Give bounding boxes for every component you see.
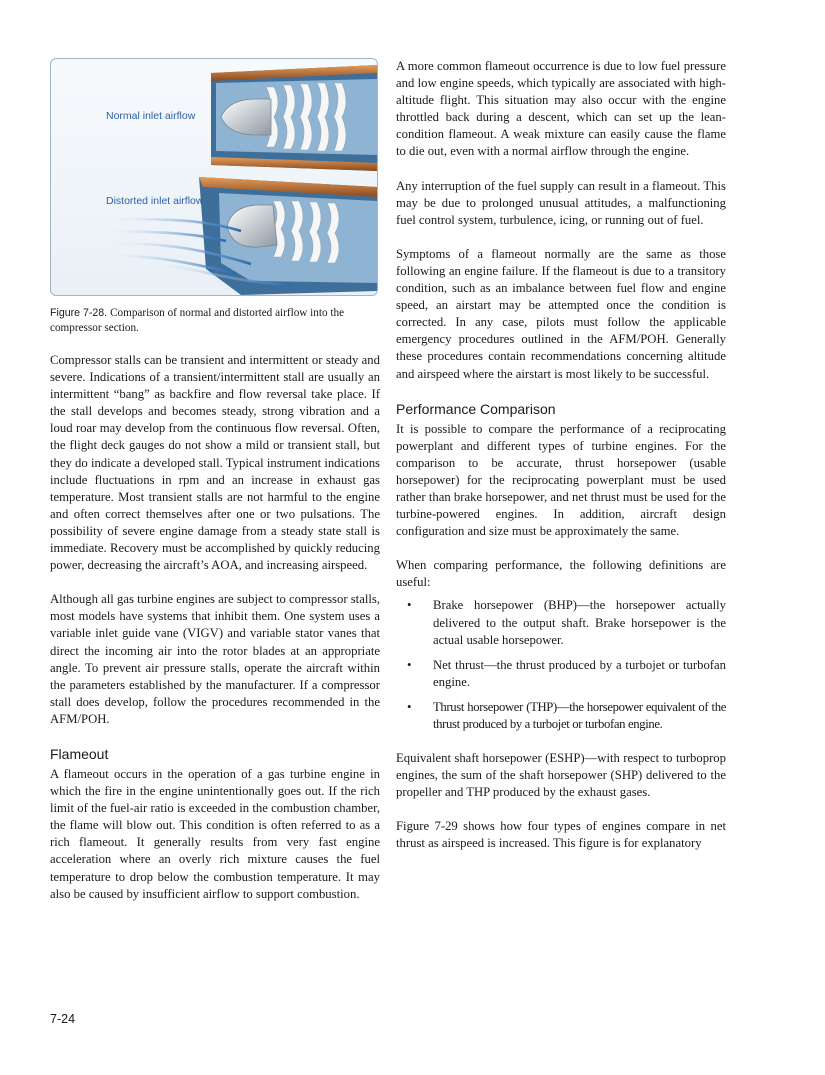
- paragraph: A flameout occurs in the operation of a gas turbine engine in which the fire in the engine unintentionally goes out. If the rich limit of the fuel-air ratio is exceeded in the combustion chamber, the flame will blow out. This condition is often referred to as a rich flameout. It generally results from very fast engine acceleration where an overly rich mixture causes the fuel temperature to drop below the combustion temperature. It may also be caused by insufficient airflow to support combustion.: [50, 766, 380, 901]
- normal-inlet-label: Normal inlet airflow: [106, 110, 196, 122]
- distorted-inlet-label: Distorted inlet airflow: [106, 195, 204, 207]
- list-item: • Brake horsepower (BHP)—the horsepower actually delivered to the output shaft. Brake horsepower is the actual usable horsepower.: [396, 597, 726, 648]
- paragraph: Figure 7-29 shows how four types of engines compare in net thrust as airspeed is increased. This figure is for explanatory: [396, 819, 726, 851]
- paragraph: A more common flameout occurrence is due to low fuel pressure and low engine speeds, which typically are associated with high-altitude flight. This situation may also occur with the engine throttled back during a descent, which can set up the lean-condition flameout. A weak mixture can easily cause the flame to die out, even with a normal airflow through the engine.: [396, 59, 726, 159]
- paragraph: Equivalent shaft horsepower (ESHP)—with respect to turboprop engines, the sum of the shaft horsepower (SHP) delivered to the propeller and THP produced by the exhaust gases.: [396, 751, 726, 800]
- paragraph: Symptoms of a flameout normally are the same as those following an engine failure. If the flameout is due to a transitory condition, such as an imbalance between fuel flow and engine speed, an airstart may be attempted once the condition is corrected. In any case, pilots must follow the applicable emergency procedures outlined in the AFM/POH. Generally these procedures contain recommendations concerning altitude and airspeed where the airstart is most likely to be successful.: [396, 246, 726, 381]
- airflow-figure: [50, 58, 378, 296]
- airflow-illustration: [51, 59, 377, 295]
- section-heading-performance: Performance Comparison: [396, 400, 556, 417]
- left-column: [50, 58, 380, 903]
- list-item: • Net thrust—the thrust produced by a turbojet or turbofan engine.: [396, 657, 726, 691]
- paragraph: Any interruption of the fuel supply can result in a flameout. This may be due to prolonged unusual attitudes, a malfunctioning fuel control system, turbulence, icing, or running out of fuel.: [396, 178, 726, 227]
- right-column: [396, 58, 726, 853]
- section-heading-flameout: Flameout: [50, 745, 109, 762]
- definitions-list: [396, 597, 726, 733]
- caption-text: Comparison of normal and distorted airflow into the compressor section.: [50, 307, 345, 334]
- figure-caption: [50, 306, 380, 336]
- caption-number: Figure 7-28.: [50, 307, 108, 319]
- paragraph: It is possible to compare the performance of a reciprocating powerplant and different types of turbine engines. For the comparison to be accurate, thrust horsepower (usable horsepower) for the reciprocating powerplant must be used rather than brake horsepower, and net thrust must be used for the turbine-powered engines. In addition, aircraft design configuration and size must be approximately the same.: [396, 421, 726, 539]
- paragraph: When comparing performance, the following definitions are useful:: [396, 558, 726, 590]
- list-item: • Thrust horsepower (THP)—the horsepower equivalent of the thrust produced by a turbojet or turbofan engine.: [396, 699, 726, 733]
- paragraph: Compressor stalls can be transient and intermittent or steady and severe. Indications of a transient/intermittent stall are usually an intermittent “bang” as backfire and flow reversal take place. If the stall develops and becomes steady, strong vibration and a loud roar may develop from the continuous flow reversal. Often, the flight deck gauges do not show a mild or transient stall, but they do indicate a developed stall. Typical instrument indications include fluctuations in rpm and an increase in exhaust gas temperature. Most transient stalls are not harmful to the engine and often correct themselves after one or two pulsations. The possibility of severe engine damage from a steady state stall is immediate. Recovery must be accomplished by quickly reducing power, decreasing the aircraft’s AOA, and increasing airspeed.: [50, 353, 380, 573]
- paragraph: Although all gas turbine engines are subject to compressor stalls, most models have systems that inhibit them. One system uses a variable inlet guide vane (VIGV) and variable stator vanes that direct the incoming air into the rotor blades at an appropriate angle. To prevent air pressure stalls, operate the aircraft within the parameters established by the manufacturer. If a compressor stall does develop, follow the procedures recommended in the AFM/POH.: [50, 592, 380, 726]
- page-number: 7-24: [50, 1012, 76, 1026]
